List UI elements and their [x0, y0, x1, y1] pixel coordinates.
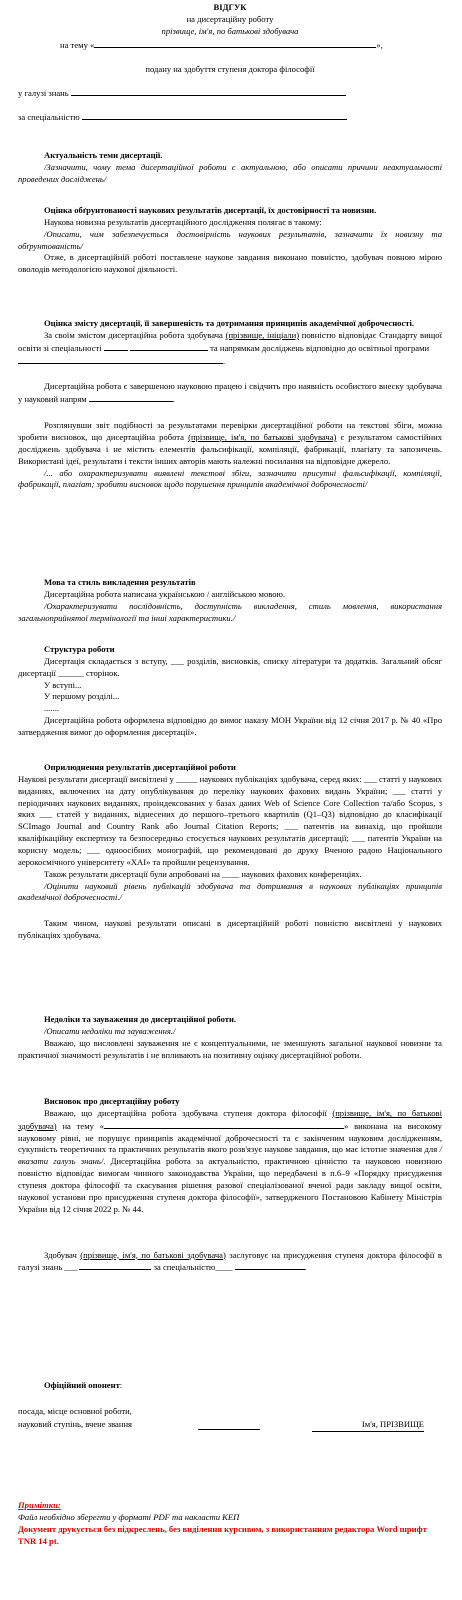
award-paragraph: Здобувач (прізвище, ім'я, по батькові здобувача) заслуговує на присудження ступеня доктора філософії в галузі знань ___ за спеціальністю____ . — [18, 1249, 442, 1273]
text: є результатом самостійних досліджень здобувача і не містить елементів фальсифікації, компіляції, фабрикації, плагіату та запозичень. Використані ідеї, результати і тексти інших авторів мають належні посилання на відповідне джерело. — [18, 432, 442, 466]
degree-line: подану на здобуття ступеня доктора філософії — [145, 64, 315, 74]
name-placeholder: (прізвище, ім'я, по батькові здобувача) — [18, 1107, 442, 1131]
paragraph: . — [18, 355, 442, 368]
section-notes — [18, 1500, 442, 1547]
section-heading: Оцінка обґрунтованості наукових результатів дисертації, їх достовірності та новизни. — [44, 205, 377, 215]
text: Дисертаційна робота є завершеною науковою працею і свідчить про наявність особистого внеску здобувача у науковий напрям — [18, 381, 442, 405]
text: » — [344, 1120, 349, 1131]
section-validity — [18, 205, 442, 276]
notes-heading: Примітки: — [18, 1500, 61, 1510]
section-relevance — [18, 150, 442, 186]
instruction-note: /Описати недоліки та зауваження./ — [44, 1025, 176, 1036]
blank — [104, 342, 128, 351]
paragraph: Також результати дисертації були апробовані на ____ наукових фахових конференціях. — [44, 868, 362, 879]
opponent-degree: науковий ступінь, вчене звання — [18, 1419, 133, 1429]
topic-label: на тему « — [60, 40, 95, 50]
text: . Дисертаційна робота за актуальністю, практичною цінністю та науковою новизною повністю відповідає вимогам чинного законодавства України, що передбачені в п.6–9 «Порядку присудження ступеня доктора філософії та скасування рішення разової спеціалізованої вченої ради закладу вищої освіти, наукової установи про присудження ступеня доктора філософії», затвердженого Постановою Кабінету Міністрів України від 12 січня 2022 р. № 44. — [18, 1156, 442, 1214]
paragraph: Вважаю, що висловлені зауваження не є концептуальними, не зменшують загальної наукової новизни та практичної значимості результатів і не впливають на позитивну оцінку дисертаційної роботи. — [18, 1037, 442, 1060]
text: Вважаю, що дисертаційна робота здобувача ступеня доктора філософії — [44, 1107, 327, 1118]
paragraph — [18, 330, 442, 355]
document-title: ВІДГУК — [213, 2, 247, 12]
field-line — [18, 87, 442, 100]
list-item: У вступі... — [44, 679, 82, 690]
specialty-label: за спеціальністю — [18, 112, 80, 122]
topic-line — [60, 39, 440, 52]
field-placeholder: /вказати галузь знань/ — [18, 1144, 443, 1167]
topic-blank — [104, 1120, 344, 1129]
section-publications — [18, 762, 442, 942]
note-line-warning: Документ друкується без підкреслень, без виділення курсивом, з використанням редактора Word шрифт TNR 14 pt. — [18, 1523, 427, 1546]
topic-blank — [94, 39, 376, 48]
section-heading: Офіційний опонент — [44, 1380, 120, 1390]
blank — [130, 342, 208, 351]
text: заслуговує на присудження ступеня доктора філософії в галузі знань ___ — [18, 1249, 442, 1273]
opponent-heading-line — [18, 1380, 442, 1392]
author-hint: прізвище, ім'я, по батькові здобувача — [161, 26, 299, 36]
instruction-note: /Охарактеризувати послідовність, доступність викладення, стиль мовлення, використання загальноприйнятої термінології та інші характеристики./ — [18, 600, 442, 623]
paragraph: Таким чином, наукові результати описані в дисертаційній роботі повністю висвітлені у наукових публікаціях здобувача. — [18, 918, 442, 941]
section-opponent — [18, 1380, 442, 1392]
instruction-note: /Описати, чим забезпечується достовірність наукових результатів, зазначити їх новизну та обґрунтованість/ — [18, 228, 442, 251]
section-structure — [18, 644, 442, 739]
section-content — [18, 318, 442, 491]
topic-end: », — [376, 40, 383, 50]
name-placeholder: (прізвище, ім'я, по батькові здобувача) — [80, 1249, 226, 1260]
text: та напрямкам досліджень відповідно до освітньої програми — [210, 342, 430, 353]
blank — [89, 393, 173, 402]
section-heading: Оприлюднення результатів дисертаційної роботи — [44, 762, 236, 772]
name-placeholder: (прізвище, ім'я, по батькові здобувача) — [188, 432, 337, 443]
specialty-line — [18, 111, 442, 124]
section-heading: Структура роботи — [44, 644, 115, 654]
text: Здобувач — [44, 1249, 77, 1260]
opponent-position: посада, місце основної роботи, — [18, 1406, 132, 1416]
section-conclusion — [18, 1096, 442, 1274]
blank — [18, 355, 223, 364]
paragraph: Отже, в дисертаційній роботі поставлене наукове завдання виконано повністю, здобувач повною мірою оволодів методологією наукової діяльності. — [18, 252, 442, 275]
text: на тему « — [62, 1120, 105, 1131]
list-item: У першому розділі... — [44, 691, 120, 702]
text: за спеціальністю____ — [153, 1262, 233, 1273]
section-heading: Актуальність теми дисертації. — [44, 150, 163, 160]
signature-line — [198, 1419, 260, 1430]
blank — [79, 1261, 151, 1270]
section-heading: Недоліки та зауваження до дисертаційної роботи. — [44, 1014, 237, 1024]
blank — [235, 1261, 305, 1270]
paragraph: Дисертація складається з вступу, ___ розділів, висновків, списку літератури та додатків. Загальний обсяг дисертації ______ сторінок. — [18, 655, 442, 678]
field-label: у галузі знань — [18, 88, 69, 98]
note-line: Файл необхідно зберегти у форматі PDF та накласти КЕП — [18, 1511, 240, 1522]
list-item: ....... — [44, 703, 60, 714]
text: Розглянувши звіт подібності за результатами перевірки дисертаційної роботи на текстові збіги, можна зробити висновок, що дисертаційна робота — [18, 420, 442, 443]
paragraph: Дисертаційна робота оформлена відповідно до вимог наказу МОН України від 12 січня 2017 р. № 40 «Про затвердження вимог до оформлення дисертації». — [18, 715, 442, 738]
instruction-note: /Зазначити, чому тема дисертаційної роботи є актуальною, або описати причини неактуальності проведених досліджень/ — [18, 161, 442, 184]
paragraph — [18, 1108, 442, 1216]
paragraph: Наукова новизна результатів дисертаційного дослідження полягає в такому: — [44, 216, 322, 227]
section-language — [18, 577, 442, 624]
section-shortcomings — [18, 1014, 442, 1061]
section-heading: Мова та стиль викладення результатів — [44, 577, 196, 587]
opponent-name: Ім'я, ПРІЗВИЩЕ — [312, 1419, 424, 1432]
text: виконана на високому науковому рівні, не порушує принципів академічної доброчесності та є закінченим науковим дослідженням, сукупність теоретичних та практичних результатів якого розв'язує наукове завдання, що має істотне значення для — [18, 1120, 442, 1155]
field-blank — [71, 87, 346, 96]
text: повністю відповідає Стандарту вищої освіти зі спеціальності — [18, 329, 442, 353]
colon: : — [119, 1380, 123, 1390]
paragraph — [18, 420, 442, 467]
section-heading: Оцінка змісту дисертації, її завершеність та дотримання принципів академічної доброчесності. — [44, 318, 415, 328]
specialty-blank — [82, 111, 347, 120]
paragraph: Наукові результати дисертації висвітлені у _____ наукових публікаціях здобувача, серед яких: ___ статті у наукових виданнях, включених на дату опублікування до переліку наукових фахових видань України; ___ статті у періодичних наукових виданнях, проіндексованих у базах даних Web of Science Core Collection та/або Scopus, з яких ___ статей у виданнях, віднесених до першого–третього квартилів (Q1–Q3) відповідно до класифікації SCImago Journal and Country Rank або Journal Citation Reports; ___ патентів на винахід, що пройшли кваліфікаційну експертизу та безпосередньо стосується наукових результатів дисертації; ___ патентів України на корисну модель; ___ одноосібних монографій, що рекомендовані до друку Вченою радою Національного аерокосмічного університету «ХАІ» та пройшли рецензування. — [18, 773, 442, 867]
section-heading: Висновок про дисертаційну роботу — [44, 1096, 180, 1106]
name-placeholder: (прізвище, ініціали) — [225, 329, 300, 340]
subtitle-line: на дисертаційну роботу — [186, 14, 274, 24]
instruction-note: /Оцінити науковий рівень публікацій здобувача та дотримання в наукових публікаціях принципів академічної доброчесності./ — [18, 880, 442, 903]
paragraph: Дисертаційна робота є завершеною науковою працею і свідчить про наявність особистого внеску здобувача у науковий напрям . — [18, 381, 442, 405]
paragraph: Дисертаційна робота написана українською / англійською мовою. — [44, 588, 286, 599]
text: За своїм змістом дисертаційна робота здобувача — [44, 329, 223, 340]
instruction-note: /... або охарактеризувати виявлені текстові збіги, зазначити присутні фальсифікації, компіляції, фабрикації, плагіат; зробити висновок щодо порушення принципів академічної доброчесності/ — [18, 467, 442, 490]
